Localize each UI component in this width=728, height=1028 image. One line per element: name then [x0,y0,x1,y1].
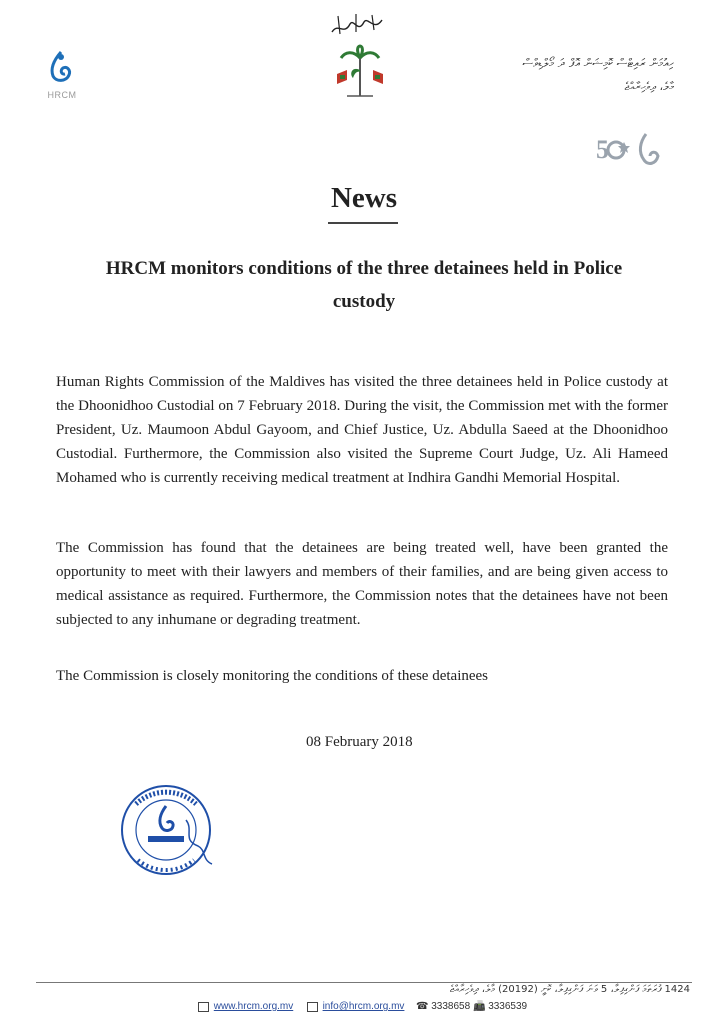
email-link[interactable]: info@hrcm.org.mv [322,1001,405,1012]
svg-text:5: 5 [596,135,609,164]
anniversary-logos [594,128,666,172]
body-paragraph-3: The Commission is closely monitoring the conditions of these detainees [56,668,489,684]
headline: HRCM monitors conditions of the three detainees held in Police custody [105,258,623,312]
body-paragraph-2: The Commission has found that the detainees are being treated well, have been granted the opportunity to meet with their lawyers and members of their families, and are being given access to medical assistance as required. Furthermore, the Commission notes that the detainees have not been subjected to any inhumane or degrading treatment. [56,540,668,628]
hrcm-logo-caption: HRCM [47,90,77,100]
phone-number: 3338658 [431,1001,471,1012]
footer-divider [36,982,692,983]
phone-icon: ☎ [415,1001,429,1012]
body-paragraph-1: Human Rights Commission of the Maldives has visited the three detainees held in Police custody at the Dhoonidhoo Custodial on 7 February 2018. During the visit, the Commission met with the former President, Uz. Maumoon Abdul Gayoom, and Chief Justice, Uz. Abdulla Saeed at the Dhoonidhoo Custodial. Furthermore, the Commission also visited the Supreme Court Judge, Uz. Ali Hameed Mohamed who is currently receiving medical treatment at Indhira Gandhi Memorial Hospital. [56,374,668,486]
thaana-org-name: ހިއުމަން ރައިޓްސް ކޮމިޝަން އޮފް ދަ މޯލްޑިވްސް [522,56,674,70]
footer-contacts [198,1001,527,1012]
thaana-city: މާލެ، ދިވެހިރާއްޖެ [624,80,674,93]
title-underline [328,222,398,224]
page-title: News [330,182,398,214]
website-icon [198,1002,209,1012]
footer-address: 1424 ފުރަތަމަ ފަންގިފިލާ، 5 ވަނަ ފަންގިފިލާ، ކޮށީ (20192) މާލެ، ދިވެހިރާއްޖެ [449,984,690,995]
email-icon [307,1002,318,1012]
date: 08 February 2018 [306,734,413,750]
bismillah-calligraphy [328,10,388,42]
fax-icon: 📠 [472,1001,486,1012]
maldives-emblem [331,44,389,102]
official-seal-icon [116,780,224,880]
website-link[interactable]: www.hrcm.org.mv [213,1001,294,1012]
fax-number: 3336539 [488,1001,528,1012]
